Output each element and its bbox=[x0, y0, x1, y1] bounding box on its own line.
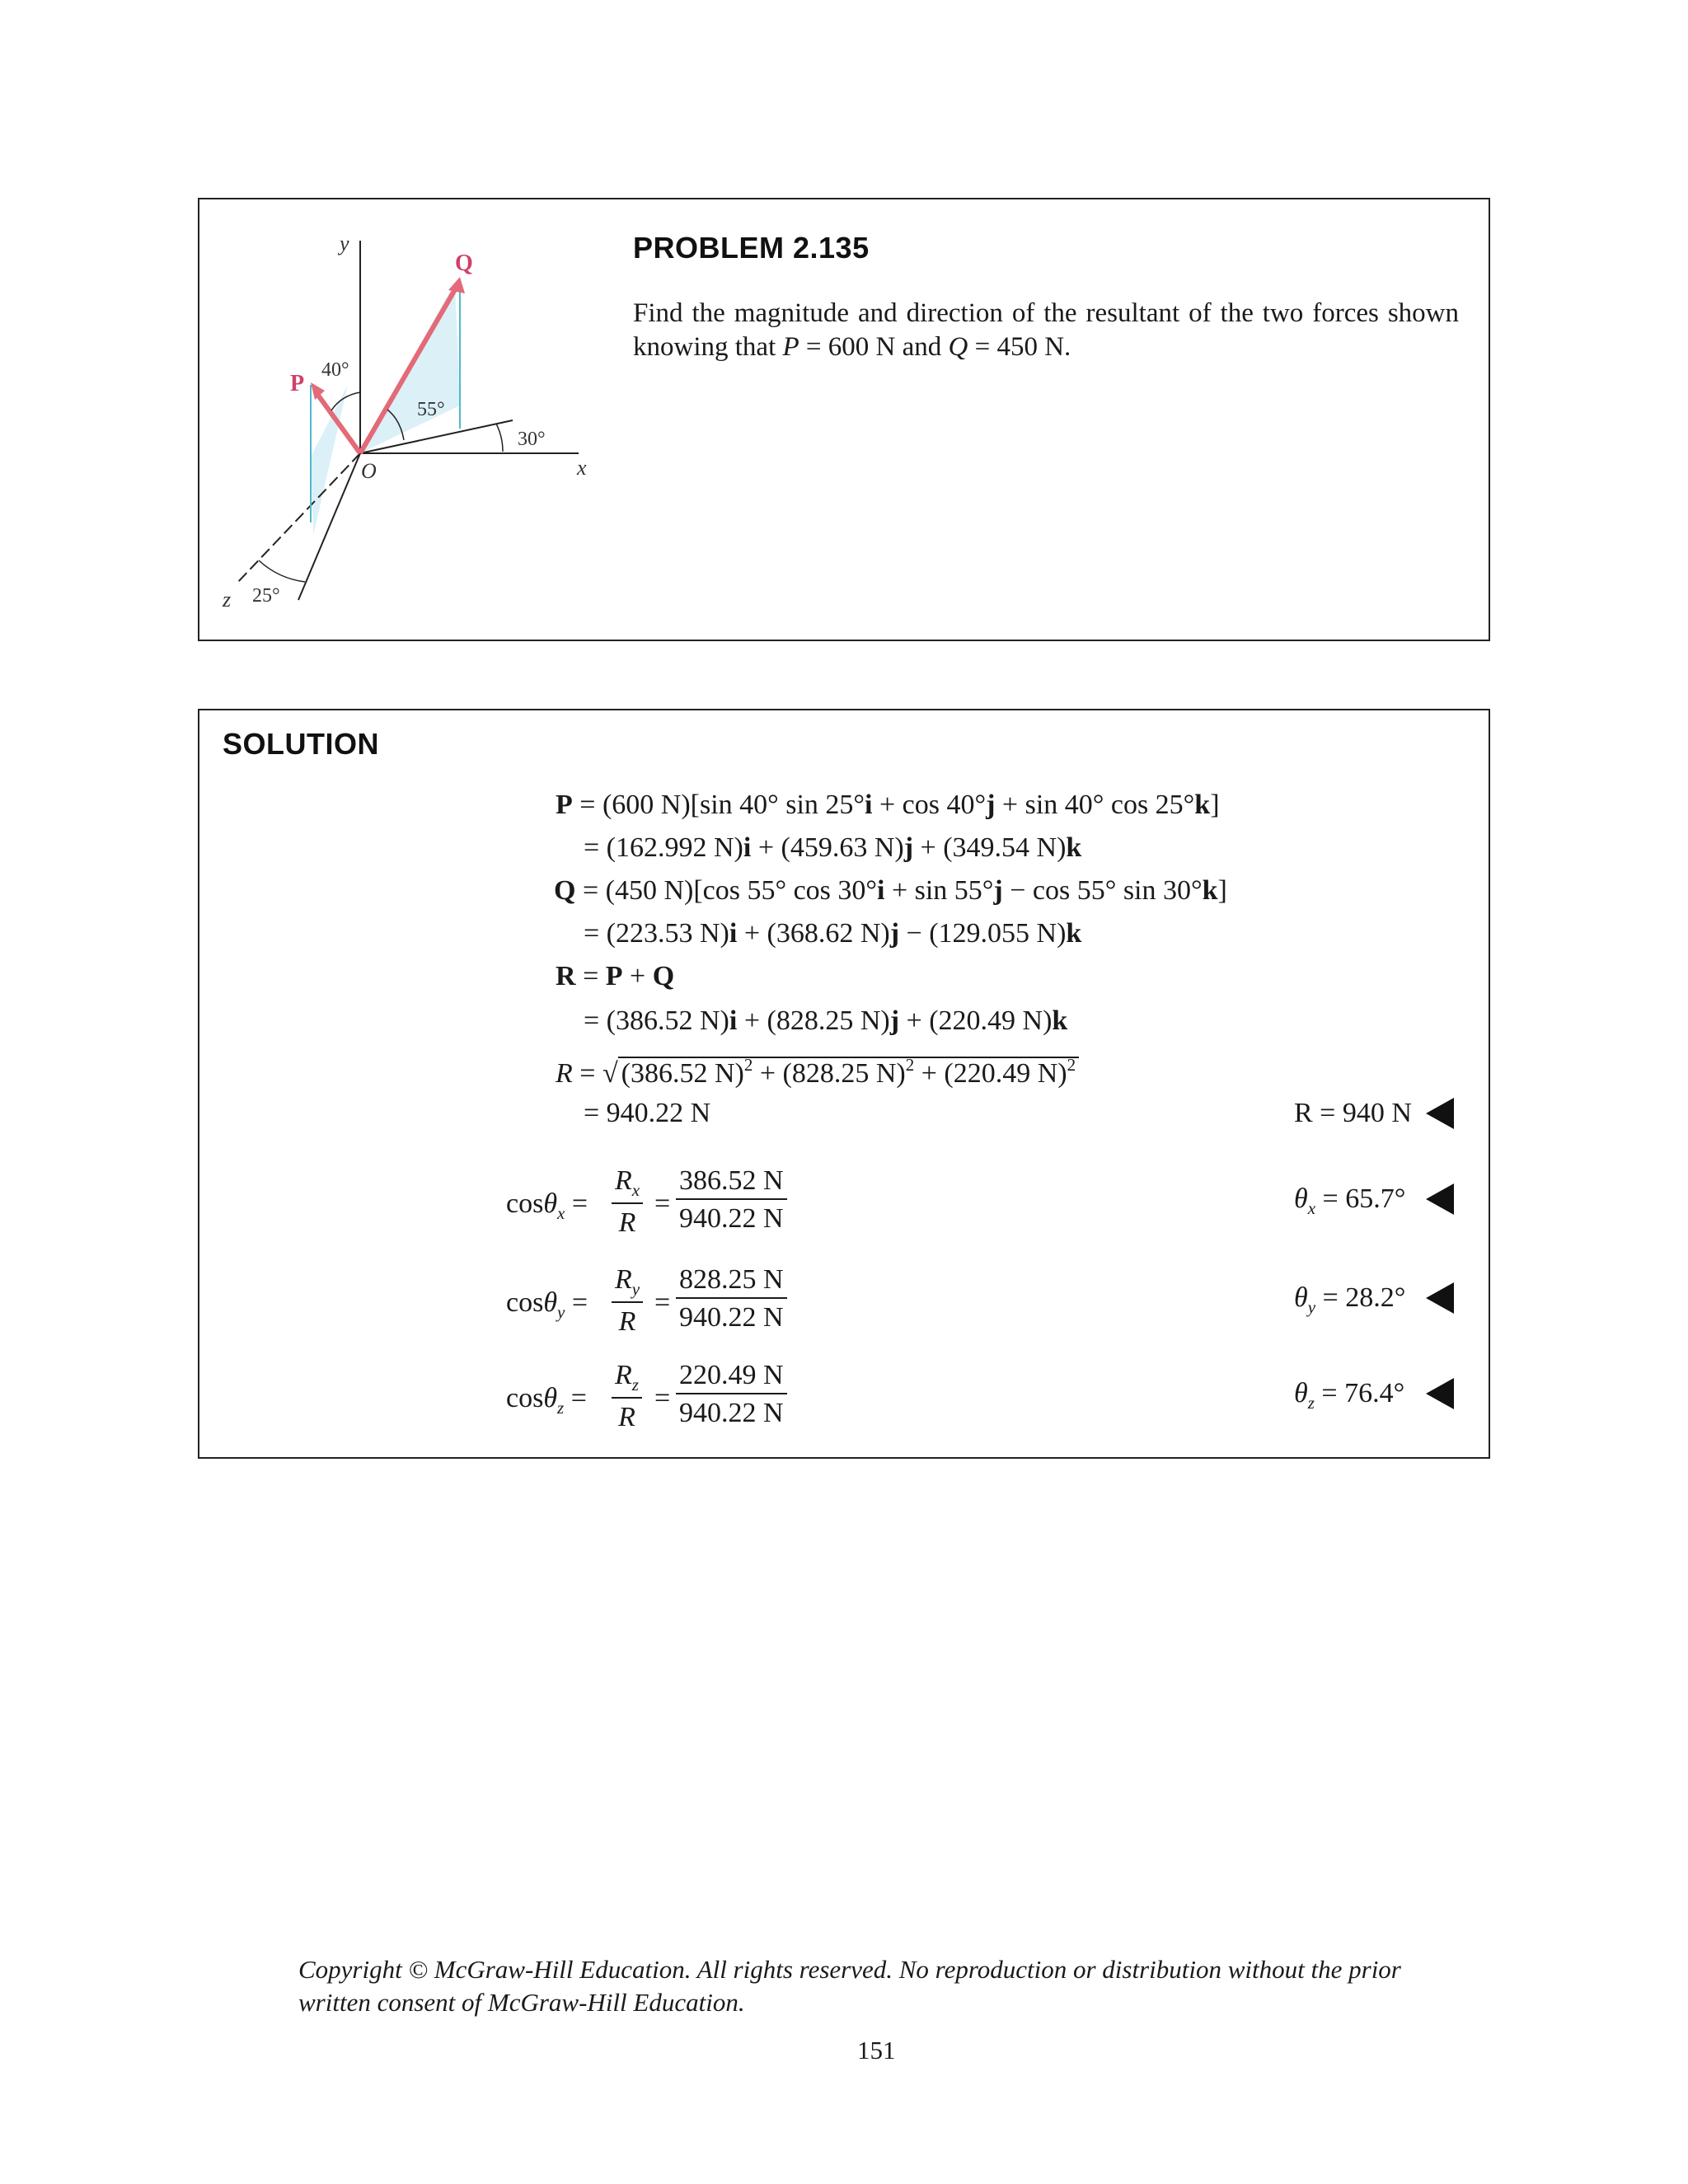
angle-55-label: 55° bbox=[417, 399, 445, 420]
cos-theta-x-label: cosθ$_x$ = bbox=[506, 1188, 588, 1223]
answer-theta-y-marker bbox=[1426, 1282, 1454, 1314]
sqrt-term-z: + (220.49 N) bbox=[921, 1058, 1067, 1089]
equation-q-components: = (223.53 N)i + (368.62 N)j − (129.055 N)k bbox=[584, 918, 1082, 949]
answer-theta-z-marker bbox=[1426, 1378, 1454, 1409]
force-q-label: Q bbox=[455, 251, 473, 276]
equals-sign: = bbox=[654, 1188, 671, 1219]
angle-30-arc bbox=[496, 424, 503, 452]
answer-theta-z: $\theta_z = 76.4^\circ$ bbox=[1294, 1378, 1405, 1413]
cos-theta-x-numerator: 386.52 N bbox=[676, 1165, 787, 1200]
equation-r-magnitude: R = √ (386.52 N)$^2$ + (828.25 N)$^2$ + (220.49 N)$^2$ bbox=[556, 1055, 1079, 1090]
equation-r-sum: R = P + Q bbox=[556, 961, 675, 991]
rx-over-r-fraction: $\frac{R_x}{R}$ bbox=[612, 1165, 643, 1239]
angle-25-arc bbox=[259, 560, 305, 582]
cos-theta-z-label: cosθ$_z$ = bbox=[506, 1383, 587, 1418]
force-p-label: P bbox=[290, 371, 305, 396]
equals-sign: = bbox=[654, 1287, 671, 1318]
copyright-notice: Copyright © McGraw-Hill Education. All rights reserved. No reproduction or distribution without the prior written consent of McGraw-Hill Education. bbox=[298, 1955, 1401, 2017]
problem-box bbox=[198, 198, 1490, 641]
answer-r-marker bbox=[1426, 1098, 1454, 1129]
cos-theta-x-denominator: 940.22 N bbox=[679, 1203, 784, 1234]
answer-theta-x: $\theta_x = 65.7^\circ$ bbox=[1294, 1183, 1406, 1218]
equation-p-definition: P = (600 N)[sin 40° sin 25°i + cos 40°j + sin 40° cos 25°k] bbox=[556, 790, 1220, 820]
z-axis bbox=[237, 453, 360, 583]
answer-theta-z-value: = 76.4° bbox=[1321, 1378, 1405, 1408]
solution-box bbox=[198, 709, 1490, 1459]
cos-theta-z-fraction bbox=[676, 1360, 787, 1429]
answer-theta-y: $\theta_y = 28.2^\circ$ bbox=[1294, 1282, 1406, 1317]
ry-over-r-fraction: $\frac{R_y}{R}$ bbox=[612, 1264, 643, 1338]
solution-heading: SOLUTION bbox=[223, 727, 379, 761]
origin-label: O bbox=[361, 459, 377, 483]
equation-q-definition: Q = (450 N)[cos 55° cos 30°i + sin 55°j − cos 55° sin 30°k] bbox=[554, 875, 1227, 906]
cos-theta-y-denominator: 940.22 N bbox=[679, 1302, 784, 1333]
cos-theta-z-denominator: 940.22 N bbox=[679, 1398, 784, 1428]
axis-y-label: y bbox=[340, 232, 349, 255]
angle-25-label: 25° bbox=[252, 585, 280, 607]
cos-theta-x-fraction bbox=[676, 1165, 787, 1235]
equation-p-components: = (162.992 N)i + (459.63 N)j + (349.54 N)k bbox=[584, 832, 1082, 863]
axis-z-label: z bbox=[223, 588, 232, 612]
axis-x-label: x bbox=[577, 456, 587, 480]
angle-30-label: 30° bbox=[518, 429, 546, 450]
equation-r-value: = 940.22 N bbox=[584, 1098, 711, 1128]
page-number: 151 bbox=[857, 2036, 896, 2064]
problem-heading: PROBLEM 2.135 bbox=[633, 231, 870, 265]
sqrt-term-x: (386.52 N) bbox=[621, 1058, 744, 1089]
cos-theta-y-fraction bbox=[676, 1264, 787, 1333]
sqrt-term-y: + (828.25 N) bbox=[759, 1058, 906, 1089]
rz-over-r-fraction: $\frac{R_z}{R}$ bbox=[612, 1360, 642, 1433]
angle-40-arc bbox=[331, 392, 360, 410]
problem-statement: Find the magnitude and direction of the resultant of the two forces shown knowing that P = 600 N and Q = 450 N. bbox=[633, 298, 1459, 362]
answer-theta-x-value: = 65.7° bbox=[1322, 1183, 1406, 1214]
cos-theta-y-label: cosθ$_y$ = bbox=[506, 1287, 588, 1322]
answer-theta-y-value: = 28.2° bbox=[1322, 1282, 1406, 1313]
answer-r: R = 940 N bbox=[1294, 1098, 1412, 1128]
answer-theta-x-marker bbox=[1426, 1183, 1454, 1215]
equation-r-components: = (386.52 N)i + (828.25 N)j + (220.49 N)k bbox=[584, 1005, 1068, 1036]
equals-sign: = bbox=[654, 1383, 671, 1413]
p-horizontal-projection bbox=[298, 453, 360, 600]
cos-theta-y-numerator: 828.25 N bbox=[676, 1264, 787, 1299]
angle-40-label: 40° bbox=[321, 359, 349, 381]
cos-theta-z-numerator: 220.49 N bbox=[676, 1360, 787, 1394]
